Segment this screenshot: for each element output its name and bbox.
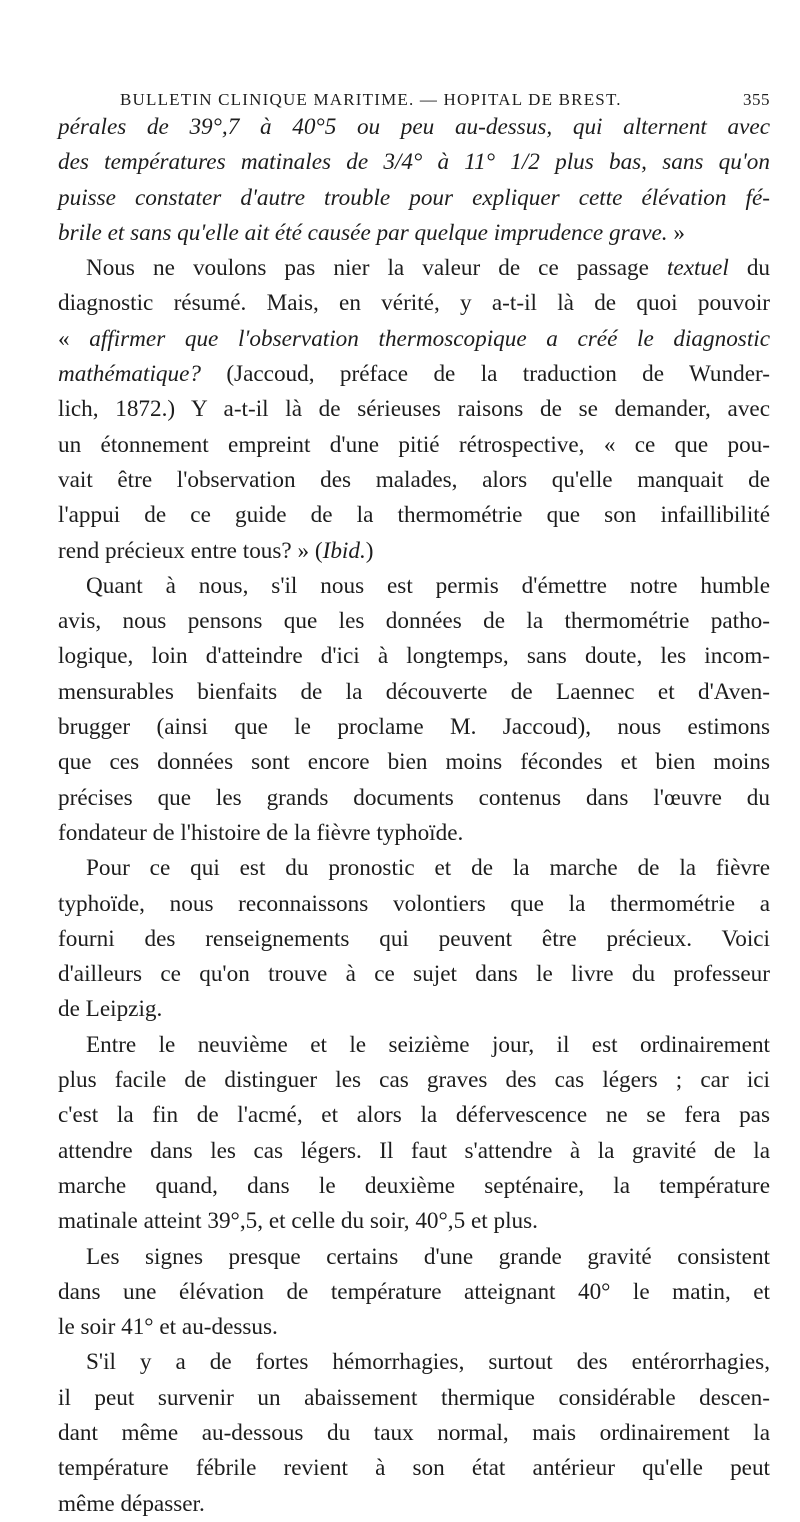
italic-text: Ibid. bbox=[322, 537, 366, 564]
text-line bbox=[58, 357, 770, 392]
text-line bbox=[58, 1451, 770, 1486]
text-run: le soir 41° et au-dessus. bbox=[58, 1314, 278, 1341]
text-line bbox=[58, 816, 770, 851]
italic-text: puisse constater d'autre trouble pour expliquer cette élévation fé- bbox=[58, 184, 770, 211]
text-run: matinale atteint 39°,5, et celle du soir, 40°,5 et plus. bbox=[58, 1208, 538, 1235]
book-page bbox=[58, 78, 770, 1522]
text-run: c'est la fin de l'acmé, et alors la défervescence ne se fera pas bbox=[58, 1102, 770, 1129]
text-run: température fébrile revient à son état antérieur qu'elle peut bbox=[58, 1455, 770, 1482]
body-text bbox=[58, 110, 770, 1522]
page-number: 355 bbox=[743, 90, 770, 109]
text-run: (Jaccoud, préface de la traduction de Wunder- bbox=[200, 361, 770, 388]
text-run: ) bbox=[365, 537, 374, 564]
text-run: Entre le neuvième et le seizième jour, il est ordinairement bbox=[86, 1031, 770, 1058]
text-run: » bbox=[667, 219, 685, 246]
text-line bbox=[58, 1204, 770, 1239]
text-run: du bbox=[728, 255, 771, 282]
text-line bbox=[58, 181, 770, 216]
text-run: précises que les grands documents contenus dans l'œuvre du bbox=[58, 784, 770, 811]
text-run: il peut survenir un abaissement thermique considérable descen- bbox=[58, 1384, 770, 1411]
text-line bbox=[58, 887, 770, 922]
text-line bbox=[58, 216, 770, 251]
text-line bbox=[58, 992, 770, 1027]
text-line bbox=[58, 639, 770, 674]
text-run: vait être l'observation des malades, alors qu'elle manquait de bbox=[58, 466, 770, 493]
text-run: fourni des renseignements qui peuvent être précieux. Voici bbox=[58, 925, 770, 952]
text-line bbox=[58, 1134, 770, 1169]
italic-text: des températures matinales de 3/4° à 11° 1/2 plus bas, sans qu'on bbox=[58, 149, 770, 176]
text-line bbox=[58, 463, 770, 498]
text-line bbox=[58, 1345, 770, 1380]
text-line bbox=[58, 322, 770, 357]
page-header bbox=[58, 78, 770, 110]
text-run: typhoïde, nous reconnaissons volontiers que la thermométrie a bbox=[58, 890, 770, 917]
text-line bbox=[58, 922, 770, 957]
text-line bbox=[58, 534, 770, 569]
text-run: de Leipzig. bbox=[58, 996, 163, 1023]
text-line bbox=[58, 145, 770, 180]
text-line bbox=[58, 1487, 770, 1522]
text-line bbox=[58, 1169, 770, 1204]
text-line bbox=[58, 286, 770, 321]
text-line bbox=[58, 1063, 770, 1098]
text-run: mensurables bienfaits de la découverte de Laennec et d'Aven- bbox=[58, 678, 770, 705]
text-run: logique, loin d'atteindre d'ici à longtemps, sans doute, les incom- bbox=[58, 643, 770, 670]
text-run: avis, nous pensons que les données de la thermométrie patho- bbox=[58, 608, 770, 635]
text-line bbox=[58, 1381, 770, 1416]
text-run: un étonnement empreint d'une pitié rétrospective, « ce que pou- bbox=[58, 431, 770, 458]
text-run: « bbox=[58, 325, 90, 352]
text-line bbox=[58, 1098, 770, 1133]
text-run: l'appui de ce guide de la thermométrie que son infaillibilité bbox=[58, 502, 770, 529]
text-run: plus facile de distinguer les cas graves des cas légers ; car ici bbox=[58, 1067, 770, 1094]
text-line bbox=[58, 1310, 770, 1345]
italic-text: brile et sans qu'elle ait été causée par quelque imprudence grave. bbox=[58, 219, 668, 246]
text-run: lich, 1872.) Y a-t-il là de sérieuses raisons de se demander, avec bbox=[58, 396, 770, 423]
text-line bbox=[58, 851, 770, 886]
text-run: Pour ce qui est du pronostic et de la marche de la fièvre bbox=[86, 855, 770, 882]
text-run: rend précieux entre tous? » ( bbox=[58, 537, 323, 564]
text-run: attendre dans les cas légers. Il faut s'attendre à la gravité de la bbox=[58, 1137, 770, 1164]
text-line bbox=[58, 569, 770, 604]
text-run: S'il y a de fortes hémorrhagies, surtout des entérorrhagies, bbox=[86, 1349, 770, 1376]
text-run: dant même au-dessous du taux normal, mais ordinairement la bbox=[58, 1419, 770, 1446]
text-line bbox=[58, 251, 770, 286]
text-line bbox=[58, 781, 770, 816]
text-run: que ces données sont encore bien moins fécondes et bien moins bbox=[58, 749, 770, 776]
text-line bbox=[58, 1028, 770, 1063]
italic-text: textuel bbox=[666, 255, 729, 282]
text-line bbox=[58, 498, 770, 533]
text-run: même dépasser. bbox=[58, 1490, 205, 1517]
text-run: fondateur de l'histoire de la fièvre typhoïde. bbox=[58, 819, 464, 846]
text-run: diagnostic résumé. Mais, en vérité, y a-t-il là de quoi pouvoir bbox=[58, 290, 770, 317]
text-line bbox=[58, 745, 770, 780]
text-run: Nous ne voulons pas nier la valeur de ce passage bbox=[86, 255, 667, 282]
text-line bbox=[58, 1240, 770, 1275]
text-run: d'ailleurs ce qu'on trouve à ce sujet dans le livre du professeur bbox=[58, 961, 770, 988]
text-run: dans une élévation de température atteignant 40° le matin, et bbox=[58, 1278, 770, 1305]
italic-text: pérales de 39°,7 à 40°5 ou peu au-dessus, qui alternent avec bbox=[58, 114, 770, 140]
italic-text: mathématique? bbox=[58, 361, 201, 388]
running-title: BULLETIN CLINIQUE MARITIME. — HOPITAL DE BREST. bbox=[120, 90, 622, 109]
text-run: Quant à nous, s'il nous est permis d'émettre notre humble bbox=[86, 572, 770, 599]
text-line bbox=[58, 1416, 770, 1451]
text-line bbox=[58, 392, 770, 427]
italic-text: affirmer que l'observation thermoscopique a créé le diagnostic bbox=[89, 325, 770, 352]
text-line bbox=[58, 604, 770, 639]
text-run: brugger (ainsi que le proclame M. Jaccoud), nous estimons bbox=[58, 714, 770, 741]
text-line bbox=[58, 675, 770, 710]
text-line bbox=[58, 428, 770, 463]
text-line bbox=[58, 710, 770, 745]
text-line bbox=[58, 1275, 770, 1310]
text-run: Les signes presque certains d'une grande gravité consistent bbox=[86, 1243, 770, 1270]
text-run: marche quand, dans le deuxième septénaire, la température bbox=[58, 1172, 770, 1199]
text-line bbox=[58, 110, 770, 145]
text-line bbox=[58, 957, 770, 992]
